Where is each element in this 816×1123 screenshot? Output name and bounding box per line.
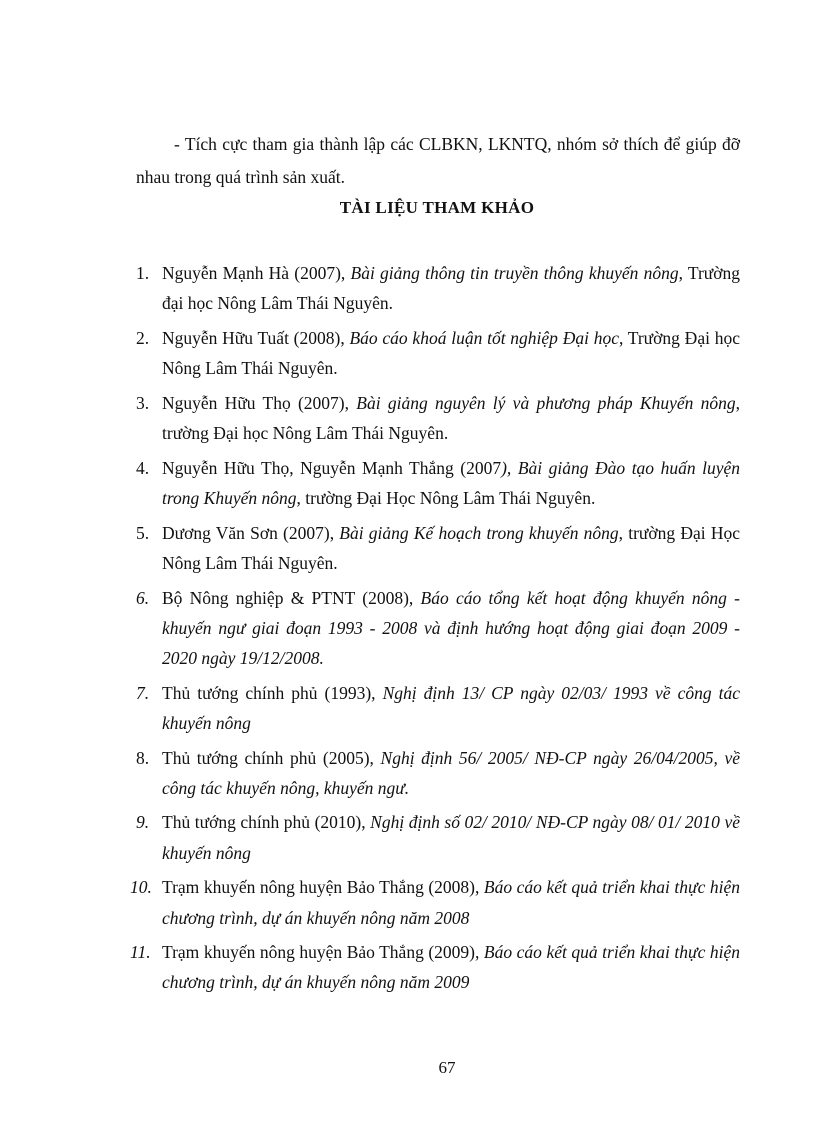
reference-item [136,258,740,318]
reference-title: Bài giảng Kế hoạch trong khuyến nông [339,522,619,543]
reference-item [136,583,740,674]
reference-title: Nghị định 56/ 2005/ NĐ-CP ngày 26/04/2005, về công tác khuyến nông, khuyến ngư. [162,747,740,798]
reference-item [136,453,740,513]
reference-title: Bài giảng thông tin truyền thông khuyến nông [350,263,679,283]
reference-number: 2. [136,327,150,348]
reference-publisher: , Trường đại học Nông Lâm Thái Nguyên. [162,263,741,314]
reference-authors: Trạm khuyến nông huyện Bảo Thắng (2008), [162,877,484,898]
reference-authors: Dương Văn Sơn (2007), [162,522,340,543]
reference-number: 9. [136,812,150,833]
reference-item [130,937,740,997]
reference-number: 7. [136,682,150,703]
reference-authors: Nguyễn Mạnh Hà (2007), [162,263,351,283]
reference-title: ), Bài giảng Đào tạo huấn luyện trong Khuyến nông [162,457,740,508]
reference-publisher: , trường Đại Học Nông Lâm Thái Nguyên. [162,522,740,573]
reference-authors: Nguyễn Hữu Thọ, Nguyễn Mạnh Thắng (2007 [162,457,502,478]
reference-authors: Trạm khuyến nông huyện Bảo Thắng (2009), [162,942,484,963]
reference-item [136,743,740,803]
reference-title: Báo cáo kết quả triển khai thực hiện chương trình, dự án khuyến nông năm 2009 [162,942,740,993]
reference-authors: Thủ tướng chính phủ (2010), [162,812,371,833]
page-number: 67 [438,1058,456,1077]
reference-title: Nghị định 13/ CP ngày 02/03/ 1993 về công tác khuyến nông [162,682,740,733]
reference-authors: Bộ Nông nghiệp & PTNT (2008), [162,587,421,608]
reference-title: Nghị định số 02/ 2010/ NĐ-CP ngày 08/ 01/ 2010 về khuyến nông [162,812,740,863]
reference-title: Báo cáo khoá luận tốt nghiệp Đại học [349,327,619,348]
reference-item [136,807,740,867]
reference-authors: Nguyễn Hữu Thọ (2007), [162,392,357,413]
reference-item [136,518,740,578]
reference-item [136,388,740,448]
reference-title: Bài giảng nguyên lý và phương pháp Khuyến nông [356,392,736,413]
reference-authors: Nguyễn Hữu Tuất (2008), [162,327,350,348]
reference-publisher: , trường Đại Học Nông Lâm Thái Nguyên. [296,487,596,508]
intro-paragraph: - Tích cực tham gia thành lập các CLBKN, LKNTQ, nhóm sở thích để giúp đỡ nhau trong quá trình sản xuất. [136,134,740,187]
reference-number: 6. [136,587,150,608]
reference-number: 4. [136,457,150,478]
reference-number: 10. [130,877,152,898]
reference-number: 3. [136,392,150,413]
reference-number: 11. [130,942,151,963]
reference-authors: Thủ tướng chính phủ (1993), [162,682,383,703]
reference-publisher: , Trường Đại học Nông Lâm Thái Nguyên. [162,327,740,379]
reference-authors: Thủ tướng chính phủ (2005), [162,747,381,768]
reference-item [130,872,740,932]
reference-publisher: , trường Đại học Nông Lâm Thái Nguyên. [162,392,740,444]
reference-item [136,678,740,738]
reference-number: 8. [136,747,150,768]
reference-title: Báo cáo kết quả triển khai thực hiện chương trình, dự án khuyến nông năm 2008 [162,877,740,928]
reference-list [130,258,741,1002]
reference-title: Báo cáo tổng kết hoạt động khuyến nông - khuyến ngư giai đoạn 1993 - 2008 và định hướng hoạt động giai đoạn 2009 - 2020 ngày 19/12/2008. [162,587,740,668]
reference-number: 5. [136,522,150,543]
reference-item [136,323,740,383]
references-heading: TÀI LIỆU THAM KHẢO [339,198,535,217]
reference-number: 1. [136,263,150,283]
